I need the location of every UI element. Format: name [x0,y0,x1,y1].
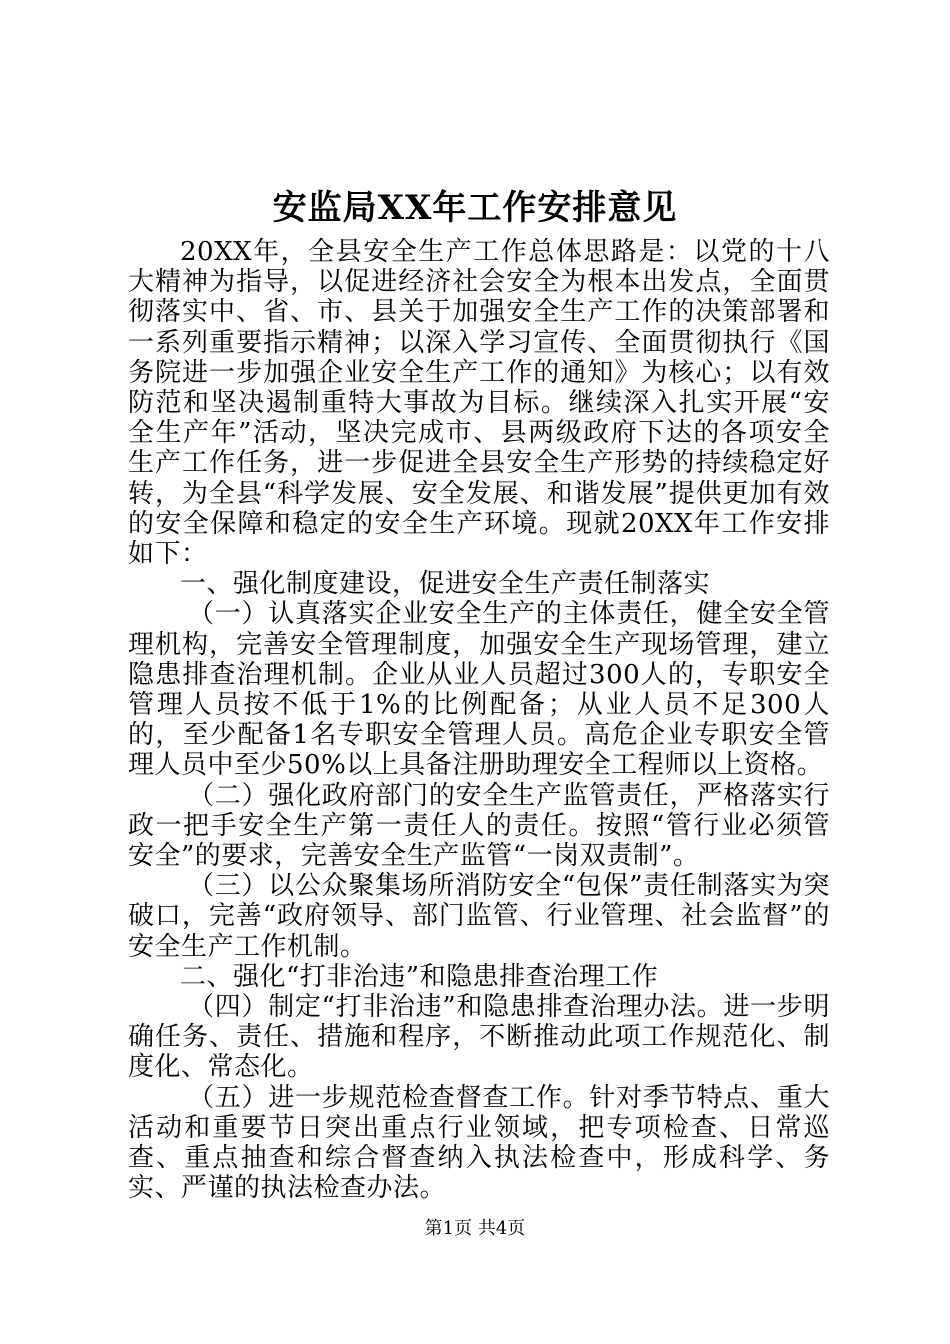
intro-paragraph: 20XX年，全县安全生产工作总体思路是：以党的十八大精神为指导，以促进经济社会安全为根本出发点，全面贯彻落实中、省、市、县关于加强安全生产工作的决策部署和一系列重要指示精神；以深入学习宣传、全面贯彻执行《国务院进一步加强企业安全生产工作的通知》为核心；以有效防范和坚决遏制重特大事故为目标。继续深入扎实开展“安全生产年”活动，坚决完成市、县两级政府下达的各项安全生产工作任务，进一步促进全县安全生产形势的持续稳定好转，为全县“科学发展、安全发展、和谐发展”提供更加有效的安全保障和稳定的安全生产环境。现就20XX年工作安排如下： [128,237,830,570]
item-paragraph-3: （三）以公众聚集场所消防安全“包保”责任制落实为突破口，完善“政府领导、部门监管、行业管理、社会监督”的安全生产工作机制。 [128,871,830,962]
item-paragraph-2: （二）强化政府部门的安全生产监管责任，严格落实行政一把手安全生产第一责任人的责任。按照“管行业必须管安全”的要求，完善安全生产监管“一岗双责制”。 [128,780,830,872]
section-heading-1: 一、强化制度建设，促进安全生产责任制落实 [180,569,711,600]
document-body [128,237,830,1204]
item-paragraph-5: （五）进一步规范检查督查工作。针对季节特点、重大活动和重要节日突出重点行业领域，把专项检查、日常巡查、重点抽查和综合督查纳入执法检查中，形成科学、务实、严谨的执法检查办法。 [128,1082,830,1204]
item-paragraph-4: （四）制定“打非治违”和隐患排查治理办法。进一步明确任务、责任、措施和程序，不断推动此项工作规范化、制度化、常态化。 [128,992,830,1083]
section-heading-2: 二、强化“打非治违”和隐患排查治理工作 [180,961,659,992]
document-title: 安监局XX年工作安排意见 [272,188,678,228]
page-footer: 第1页 共4页 [424,1218,526,1239]
item-paragraph-1: （一）认真落实企业安全生产的主体责任，健全安全管理机构，完善安全管理制度，加强安全生产现场管理，建立隐患排查治理机制。企业从业人员超过300人的，专职安全管理人员按不低于1%的比例配备；从业人员不足300人的，至少配备1名专职安全管理人员。高危企业专职安全管理人员中至少50%以上具备注册助理安全工程师以上资格。 [128,599,830,781]
